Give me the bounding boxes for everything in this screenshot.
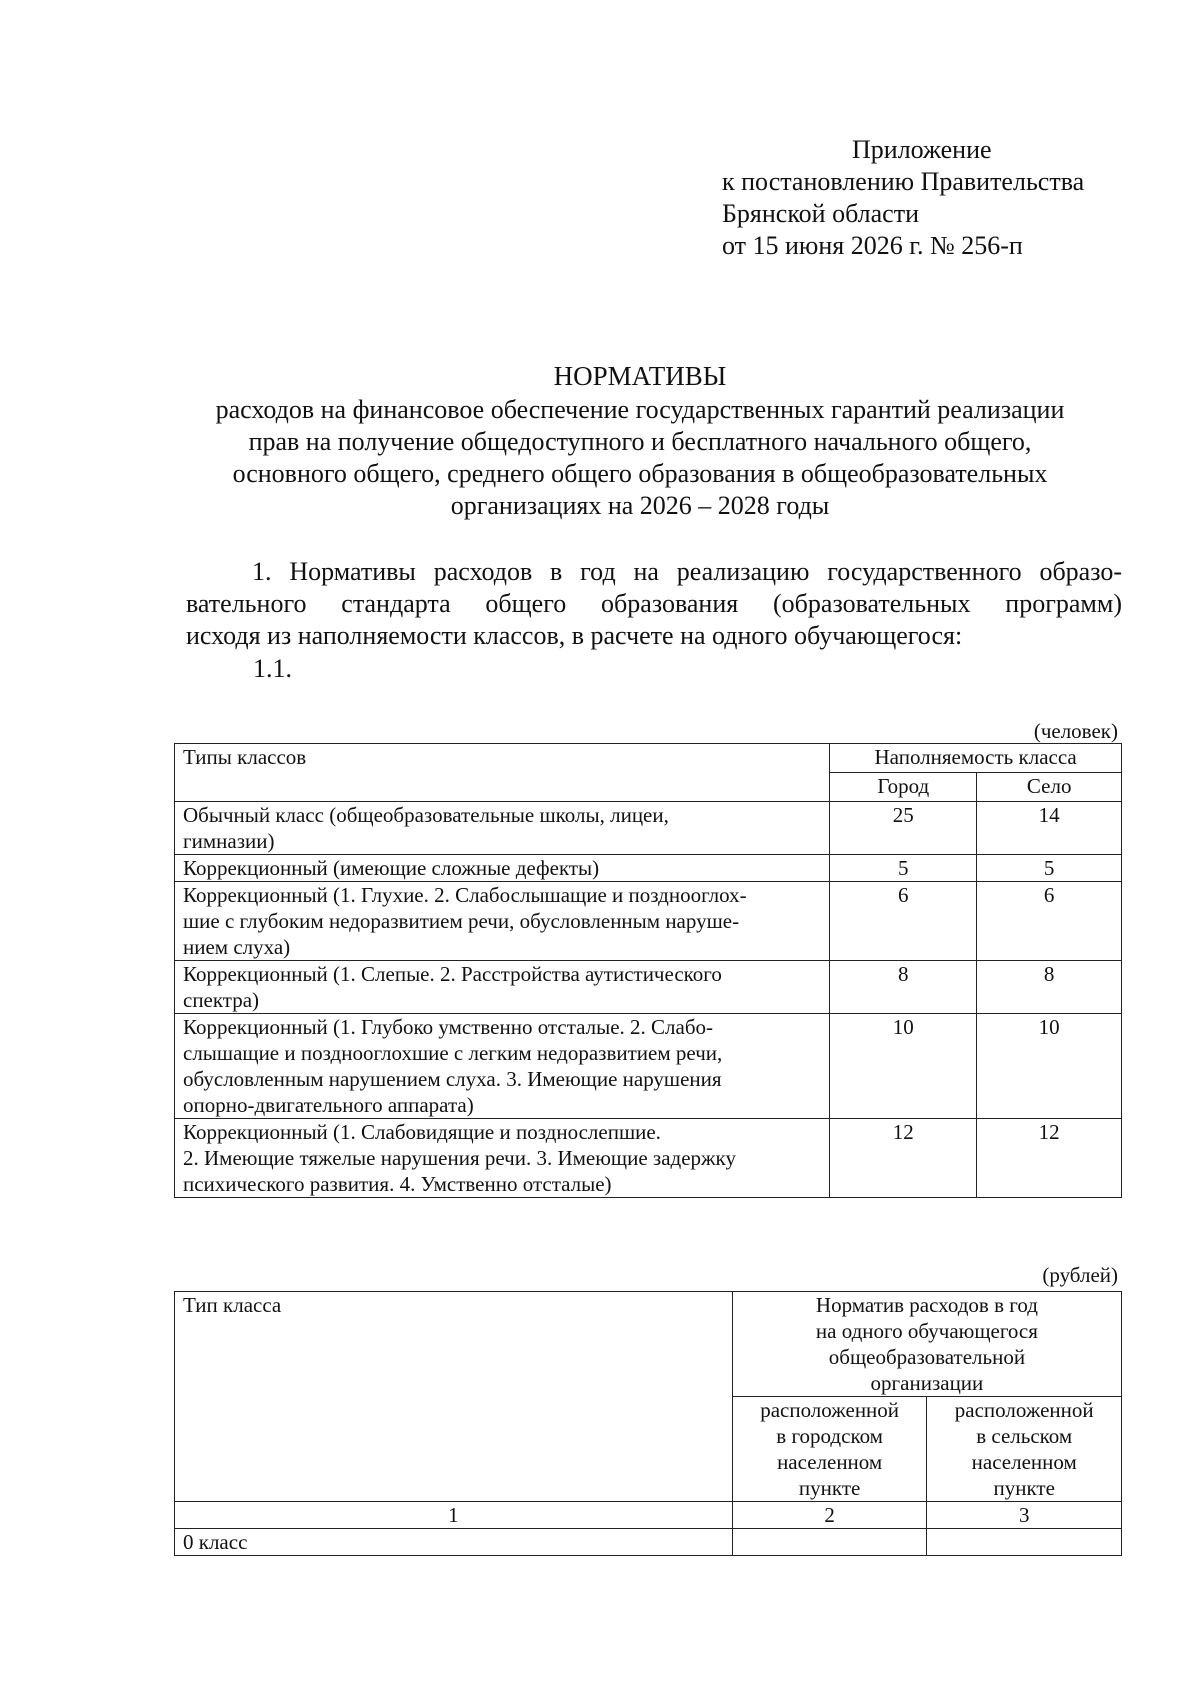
appendix-title: Приложение — [852, 135, 992, 164]
class-type-line: Коррекционный (1. Слепые. 2. Расстройства аутистического — [183, 962, 722, 986]
class-type-cell — [175, 1014, 830, 1119]
heading-line: расходов на финансовое обеспечение государственных гарантий реализации — [215, 395, 1065, 424]
table-row — [175, 1529, 1122, 1556]
header-norm-line: на одного обучающегося — [815, 1319, 1038, 1343]
column-index: 3 — [927, 1502, 1122, 1529]
class-type-cell — [175, 855, 830, 882]
header-norm-line: организации — [870, 1371, 984, 1395]
village-capacity-cell: 8 — [977, 961, 1122, 1014]
header-city: Город — [830, 773, 977, 802]
class-type-line: нием слуха) — [183, 935, 291, 959]
header-urban-line: в городском — [776, 1424, 883, 1448]
class-type-line: Коррекционный (1. Глубоко умственно отсталые. 2. Слабо- — [183, 1015, 714, 1039]
village-capacity-cell: 6 — [977, 882, 1122, 961]
table-header-row — [175, 744, 1122, 773]
table-row — [175, 802, 1122, 855]
class-type-line: гимназии) — [183, 829, 275, 853]
header-rural-line: населенном — [971, 1450, 1077, 1474]
class-type-line: Обычный класс (общеобразовательные школы, лицеи, — [183, 803, 669, 827]
class-type-cell: 0 класс — [175, 1529, 733, 1556]
column-index: 1 — [175, 1502, 733, 1529]
class-type-cell — [175, 802, 830, 855]
appendix-block — [722, 134, 1142, 262]
header-urban — [732, 1397, 927, 1502]
section-paragraph — [186, 556, 1122, 652]
appendix-date: от 15 июня 2026 г. № 256-п — [722, 231, 1023, 260]
class-type-cell — [175, 1119, 830, 1198]
table-row — [175, 1119, 1122, 1198]
city-capacity-cell: 12 — [830, 1119, 977, 1198]
column-index-row — [175, 1502, 1122, 1529]
class-type-line: Коррекционный (1. Слабовидящие и позднослепшие. — [183, 1120, 661, 1144]
village-capacity-cell: 14 — [977, 802, 1122, 855]
urban-norm-cell — [732, 1529, 927, 1556]
header-norm-line: Норматив расходов в год — [815, 1293, 1038, 1317]
header-urban-line: расположенной — [760, 1398, 900, 1422]
header-rural-line: расположенной — [954, 1398, 1094, 1422]
heading-line: прав на получение общедоступного и бесплатного начального общего, — [248, 427, 1032, 456]
village-capacity-cell: 5 — [977, 855, 1122, 882]
header-rural-line: в сельском — [976, 1424, 1073, 1448]
table-header-row — [175, 1292, 1122, 1397]
city-capacity-cell: 5 — [830, 855, 977, 882]
table2-body — [175, 1529, 1122, 1556]
class-type-line: шие с глубоким недоразвитием речи, обусловленным наруше- — [183, 909, 740, 933]
class-type-line: спектра) — [183, 988, 260, 1012]
city-capacity-cell: 25 — [830, 802, 977, 855]
appendix-line: к постановлению Правительства — [722, 167, 1085, 196]
class-type-cell — [175, 882, 830, 961]
expense-norm-table — [174, 1291, 1122, 1556]
table-row — [175, 855, 1122, 882]
header-norm-line: общеобразовательной — [828, 1345, 1026, 1369]
table-row — [175, 961, 1122, 1014]
column-index: 2 — [732, 1502, 927, 1529]
class-type-line: обусловленным нарушением слуха. 3. Имеющие нарушения — [183, 1067, 722, 1091]
document-heading — [170, 360, 1110, 522]
rural-norm-cell — [927, 1529, 1122, 1556]
paragraph-line: 1. Нормативы расходов в год на реализацию государственного образо- — [252, 557, 1122, 586]
document-title: НОРМАТИВЫ — [553, 361, 727, 391]
heading-line: организациях на 2026 – 2028 годы — [450, 491, 830, 520]
class-type-line: 2. Имеющие тяжелые нарушения речи. 3. Имеющие задержку — [183, 1146, 736, 1170]
header-class-capacity: Наполняемость класса — [830, 744, 1122, 773]
village-capacity-cell: 12 — [977, 1119, 1122, 1198]
header-rural-line: пункте — [993, 1476, 1055, 1500]
paragraph-line: исходя из наполняемости классов, в расчете на одного обучающегося: — [186, 621, 963, 650]
class-capacity-table — [174, 743, 1122, 1198]
village-capacity-cell: 10 — [977, 1014, 1122, 1119]
class-type-line: слышащие и позднооглохшие с легким недоразвитием речи, — [183, 1041, 723, 1065]
city-capacity-cell: 8 — [830, 961, 977, 1014]
header-urban-line: населенном — [777, 1450, 883, 1474]
table1-body — [175, 802, 1122, 1198]
header-rural — [927, 1397, 1122, 1502]
class-type-line: опорно-двигательного аппарата) — [183, 1093, 474, 1117]
class-type-line: Коррекционный (имеющие сложные дефекты) — [183, 856, 600, 880]
table-row — [175, 882, 1122, 961]
subsection-number: 1.1. — [253, 654, 292, 683]
class-type-cell — [175, 961, 830, 1014]
city-capacity-cell: 10 — [830, 1014, 977, 1119]
header-village: Село — [977, 773, 1122, 802]
city-capacity-cell: 6 — [830, 882, 977, 961]
class-type-line: Коррекционный (1. Глухие. 2. Слабослышащие и позднооглох- — [183, 883, 747, 907]
header-expense-norm — [732, 1292, 1121, 1397]
appendix-line: Брянской области — [722, 199, 919, 228]
header-class-types: Типы классов — [175, 744, 830, 802]
table-row — [175, 1014, 1122, 1119]
paragraph-line: вательного стандарта общего образования (образовательных программ) — [186, 589, 1122, 618]
heading-line: основного общего, среднего общего образования в общеобразовательных — [232, 459, 1048, 488]
header-class-type: Тип класса — [175, 1292, 733, 1502]
table1-unit: (человек) — [1033, 719, 1118, 743]
table2-unit: (рублей) — [1042, 1263, 1118, 1287]
header-urban-line: пункте — [798, 1476, 861, 1500]
class-type-line: психического развития. 4. Умственно отсталые) — [183, 1172, 612, 1196]
